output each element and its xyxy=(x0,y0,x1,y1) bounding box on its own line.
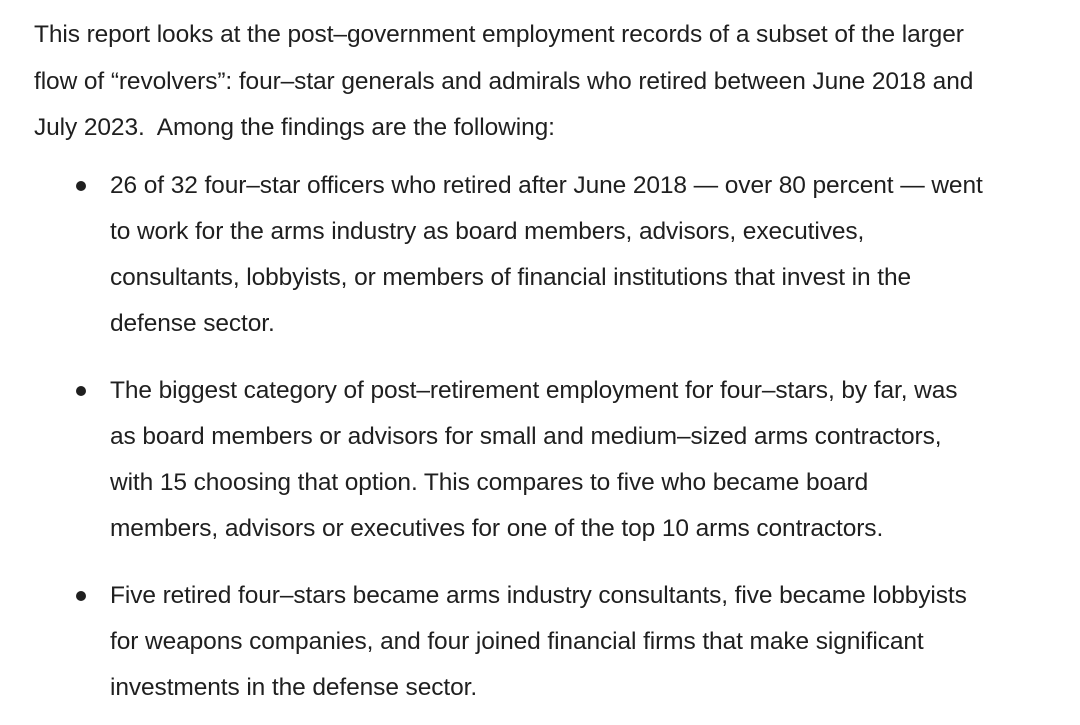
finding-line: to work for the arms industry as board members, advisors, executives, xyxy=(110,217,865,245)
finding-line: defense sector. xyxy=(110,309,275,337)
finding-line: as board members or advisors for small and medium–sized arms contractors, xyxy=(110,422,942,450)
finding-line: The biggest category of post–retirement employment for four–stars, by far, was xyxy=(110,376,958,404)
findings-list xyxy=(34,163,1040,711)
bullet-icon xyxy=(76,181,86,191)
finding-item xyxy=(34,573,1040,711)
finding-line: investments in the defense sector. xyxy=(110,673,478,701)
finding-line: Five retired four–stars became arms industry consultants, five became lobbyists xyxy=(110,581,967,609)
intro-paragraph xyxy=(34,12,1040,152)
bullet-icon xyxy=(76,386,86,396)
intro-line: This report looks at the post–government employment records of a subset of the larger xyxy=(34,21,964,48)
bullet-icon xyxy=(76,591,86,601)
finding-item xyxy=(34,163,1040,347)
finding-line: consultants, lobbyists, or members of financial institutions that invest in the xyxy=(110,263,911,291)
finding-item xyxy=(34,368,1040,552)
intro-line: July 2023. Among the findings are the following: xyxy=(34,114,555,141)
finding-line: for weapons companies, and four joined financial firms that make significant xyxy=(110,627,924,655)
intro-line: flow of “revolvers”: four–star generals and admirals who retired between June 2018 and xyxy=(34,67,974,95)
finding-line: members, advisors or executives for one of the top 10 arms contractors. xyxy=(110,514,884,542)
finding-line: with 15 choosing that option. This compares to five who became board xyxy=(110,468,869,496)
finding-line: 26 of 32 four–star officers who retired after June 2018 — over 80 percent — went xyxy=(110,171,983,199)
